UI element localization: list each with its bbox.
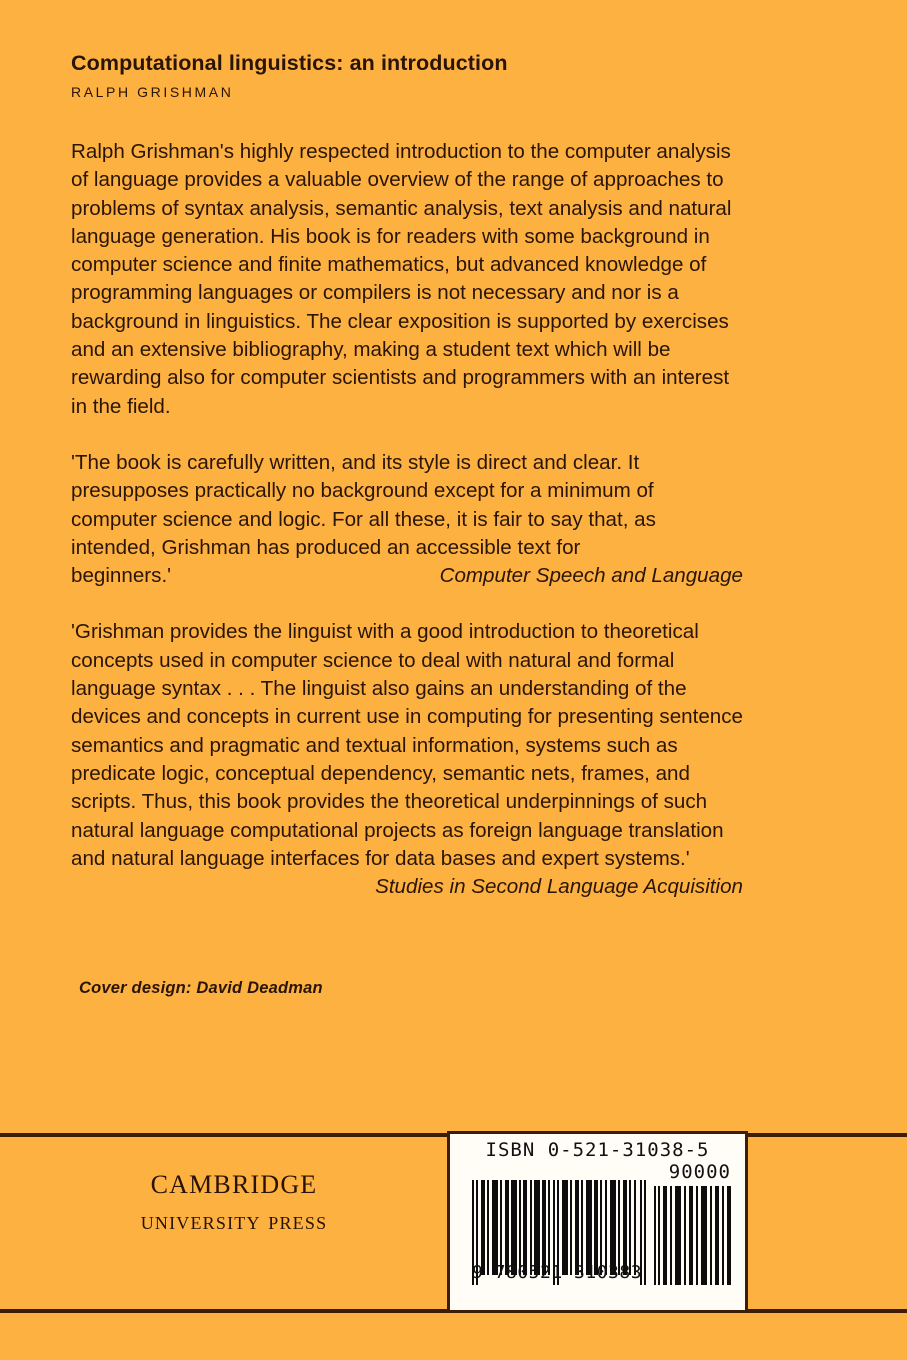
cover-body [71,138,743,901]
blurb-paragraph: Ralph Grishman's highly respected introduction to the computer analysis of language provides a valuable overview of the range of approaches to problems of syntax analysis, semantic analysis, text analysis and natural language generation. His book is for readers with some background in computer science and finite mathematics, but advanced knowledge of programming languages or compilers is not necessary and nor is a background in linguistics. The clear exposition is supported by exercises and an extensive bibliography, making a student text which will be rewarding also for computer scientists and programmers with an interest in the field. [71,140,732,418]
publisher-name-line2: university press [140,1205,328,1235]
review-quote-2-text: 'Grishman provides the linguist with a good introduction to theoretical concepts used in computer science to deal with natural and formal language syntax . . . The linguist also gains an understanding of the devices and concepts in current use in computing for presenting sentence semantics and pragmatic and textual information, systems such as predicate logic, conceptual dependency, semantic nets, frames, and scripts. Thus, this book provides the theoretical underpinnings of such natural language computational projects as foreign language translation and natural language interfaces for data bases and expert systems.' [71,620,743,870]
ean5-addon-bars-icon [654,1186,733,1285]
review-quote-2-source: Studies in Second Language Acquisition [375,875,743,899]
publisher-logo [74,1163,394,1235]
publisher-name-line1: cambridge [150,1161,318,1202]
cover-header [71,50,831,101]
page-title: Computational linguistics: an introduction [71,51,508,75]
review-quote-2 [71,618,743,901]
review-quote-1-tail: beginners.' [71,564,172,588]
cover-design-credit: Cover design: David Deadman [79,979,323,997]
ean13-digits: 9 780521 310383 [472,1262,643,1283]
review-quote-1-source: Computer Speech and Language [439,564,743,588]
review-quote-1-footer [71,562,743,590]
isbn-barcode-label [447,1131,748,1313]
isbn-text: ISBN 0-521-31038-5 [485,1139,710,1161]
review-quote-1 [71,449,743,590]
book-author: RALPH GRISHMAN [71,83,234,100]
barcode-bars [462,1180,735,1285]
barcode-addon-text: 90000 [668,1160,731,1183]
review-quote-1-text: 'The book is carefully written, and its style is direct and clear. It presupposes practically no background except for a minimum of computer science and logic. For all these, it is fair to say that, as intended, Grishman has produced an accessible text for [71,450,656,559]
